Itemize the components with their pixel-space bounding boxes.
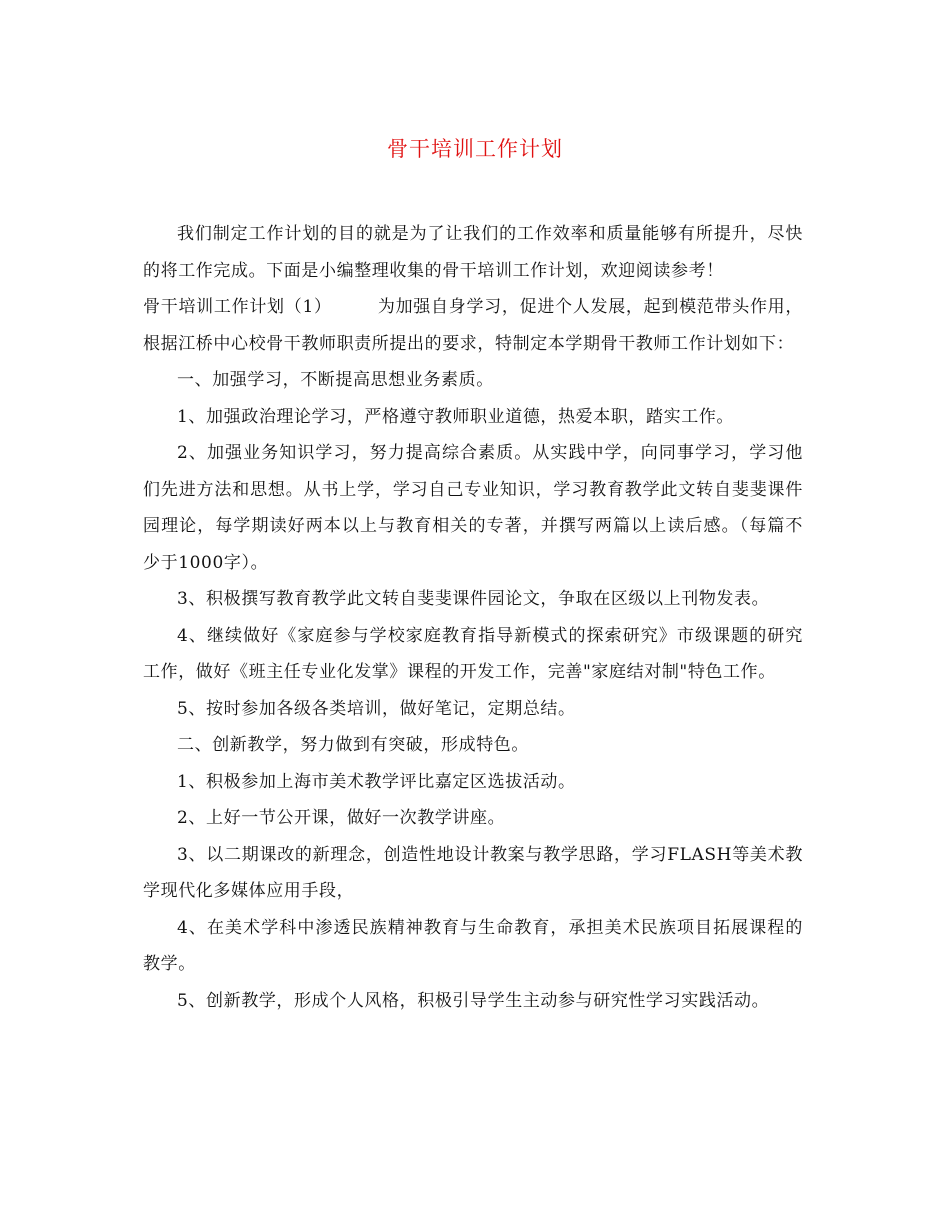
list-item: 3、积极撰写教育教学此文转自斐斐课件园论文，争取在区级以上刊物发表。 xyxy=(177,589,770,609)
list-item: 5、按时参加各级各类培训，做好笔记，定期总结。 xyxy=(177,698,576,719)
document-body xyxy=(143,216,803,1019)
document-title: 骨干培训工作计划 xyxy=(387,137,563,161)
list-item: 4、继续做好《家庭参与学校家庭教育指导新模式的探索研究》市级课题的研究工作，做好《班主任专业化发掌》课程的开发工作，完善"家庭结对制"特色工作。 xyxy=(143,625,803,682)
list-item: 5、创新教学，形成个人风格，积极引导学生主动参与研究性学习实践活动。 xyxy=(177,990,770,1011)
section-heading: 一、加强学习，不断提高思想业务素质。 xyxy=(177,370,494,390)
list-item: 2、加强业务知识学习，努力提高综合素质。从实践中学，向同事学习，学习他们先进方法和思想。从书上学，学习自己专业知识，学习教育教学此文转自斐斐课件园理论，每学期读好两本以上与教育相关的专著，并撰写两篇以上读后感。（每篇不少于1000字）。 xyxy=(143,443,803,573)
plan-opening-paragraph xyxy=(143,289,803,362)
list-item: 1、加强政治理论学习，严格遵守教师职业道德，热爱本职，踏实工作。 xyxy=(177,406,735,427)
list-item: 3、以二期课改的新理念，创造性地设计教案与教学思路，学习FLASH等美术教学现代化多媒体应用手段， xyxy=(143,844,803,901)
intro-paragraph: 我们制定工作计划的目的就是为了让我们的工作效率和质量能够有所提升，尽快的将工作完成。下面是小编整理收集的骨干培训工作计划，欢迎阅读参考！ xyxy=(143,224,803,281)
plan-opening-text: 为加强自身学习，促进个人发展，起到模范带头作用，根据江桥中心校骨干教师职责所提出的要求，特制定本学期骨干教师工作计划如下： xyxy=(143,297,803,354)
list-item: 4、在美术学科中渗透民族精神教育与生命教育，承担美术民族项目拓展课程的教学。 xyxy=(143,917,803,974)
section-heading: 二、创新教学，努力做到有突破，形成特色。 xyxy=(177,735,529,755)
list-item: 2、上好一节公开课，做好一次教学讲座。 xyxy=(177,808,506,828)
list-item: 1、积极参加上海市美术教学评比嘉定区选拔活动。 xyxy=(177,771,576,792)
plan-subheading: 骨干培训工作计划（1） xyxy=(143,297,332,317)
